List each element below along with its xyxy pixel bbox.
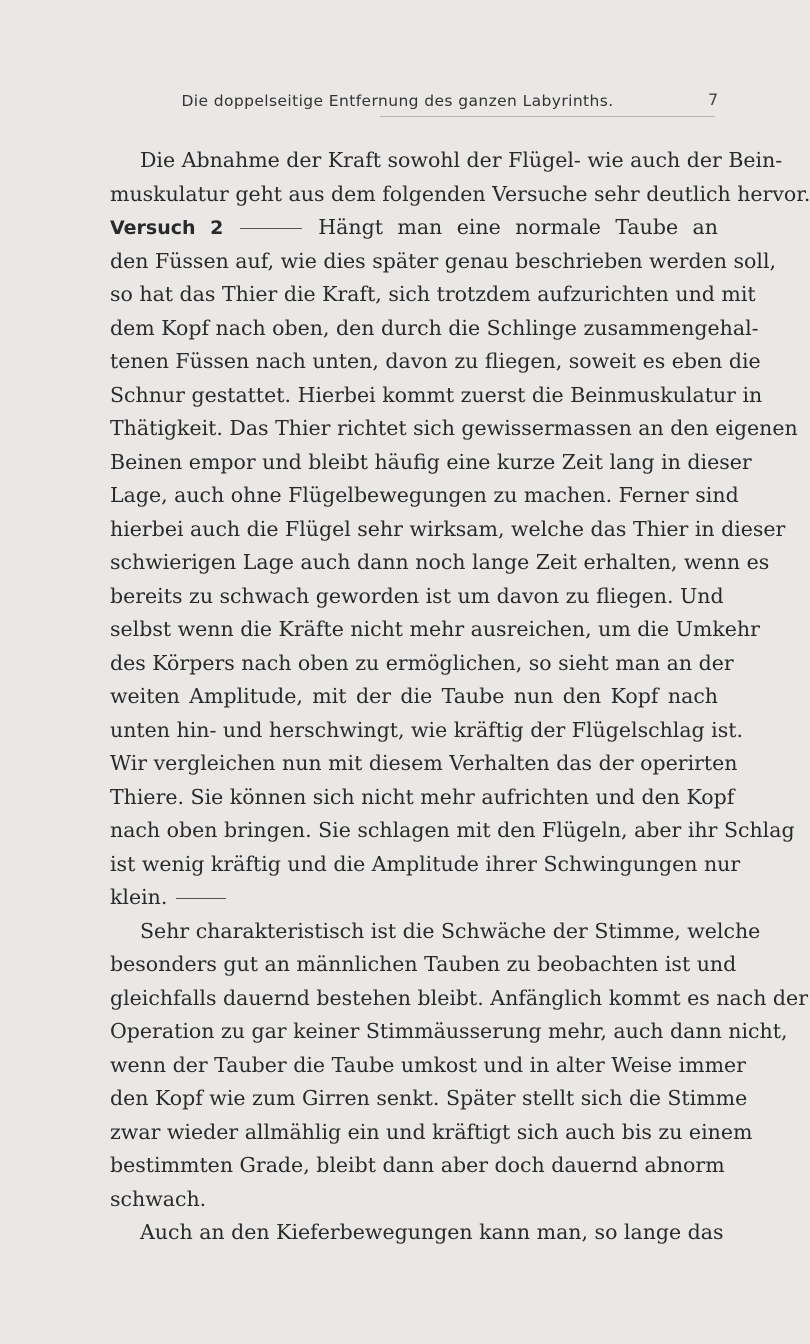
text-line: Operation zu gar keiner Stimmäusserung mehr, auch dann nicht,: [110, 1019, 788, 1043]
text-line: Thiere. Sie können sich nicht mehr aufrichten und den Kopf: [110, 784, 735, 809]
text-line: nach oben bringen. Sie schlagen mit den Flügeln, aber ihr Schlag: [110, 818, 795, 842]
text-line: hierbei auch die Flügel sehr wirksam, welche das Thier in dieser: [110, 516, 786, 541]
text-line: so hat das Thier die Kraft, sich trotzdem aufzurichten und mit: [110, 282, 756, 306]
body-text: [110, 144, 810, 1250]
text-line: Schnur gestattet. Hierbei kommt zuerst die Beinmuskulatur in: [110, 382, 763, 407]
text-line: den Füssen auf, wie dies später genau beschrieben werden soll,: [110, 248, 777, 273]
text-line: bereits zu schwach geworden ist um davon zu fliegen. Und: [110, 583, 724, 608]
text-line: tenen Füssen nach unten, davon zu fliegen, soweit es eben die: [110, 349, 761, 373]
text-line: gleichfalls dauernd bestehen bleibt. Anfänglich kommt es nach der: [110, 985, 808, 1010]
running-title: Die doppelseitige Entfernung des ganzen Labyrinths.: [181, 92, 614, 110]
text-line: weiten Amplitude, mit der die Taube nun den Kopf nach: [110, 684, 718, 708]
em-dash-rule: [240, 228, 302, 229]
em-dash-rule: [176, 898, 226, 899]
text-line: des Körpers nach oben zu ermöglichen, so sieht man an der: [110, 650, 734, 675]
text-line: Lage, auch ohne Flügelbewegungen zu machen. Ferner sind: [110, 483, 739, 507]
text-line: wenn der Tauber die Taube umkost und in alter Weise immer: [110, 1052, 746, 1077]
text-line: den Kopf wie zum Girren senkt. Später stellt sich die Stimme: [110, 1086, 748, 1110]
text-line: bestimmten Grade, bleibt dann aber doch dauernd abnorm: [110, 1153, 725, 1177]
text-line: klein.: [110, 885, 168, 909]
page-number: 7: [708, 90, 719, 109]
text-line: schwierigen Lage auch dann noch lange Zeit erhalten, wenn es: [110, 550, 770, 574]
text-line: Wir vergleichen nun mit diesem Verhalten das der operirten: [110, 751, 738, 775]
paragraph-2: [110, 915, 808, 1217]
text-line: schwach.: [110, 1186, 207, 1211]
text-line: zwar wieder allmählig ein und kräftigt sich auch bis zu einem: [110, 1119, 753, 1144]
experiment-label: Versuch 2: [110, 217, 224, 239]
experiment-paragraph: [110, 211, 798, 915]
text-line: muskulatur geht aus dem folgenden Versuche sehr deutlich hervor.: [110, 181, 810, 206]
text-line: Thätigkeit. Das Thier richtet sich gewissermassen an den eigenen: [110, 416, 798, 440]
text-line: Beinen empor und bleibt häufig eine kurze Zeit lang in dieser: [110, 449, 752, 474]
experiment-last-line: [110, 881, 718, 915]
text-line: dem Kopf nach oben, den durch die Schlinge zusammengehal-: [110, 315, 759, 340]
text-line: Sehr charakteristisch ist die Schwäche der Stimme, welche: [140, 918, 761, 943]
paragraph-1: [110, 144, 810, 211]
text-line: Hängt man eine normale Taube an: [318, 215, 718, 239]
text-line: Auch an den Kieferbewegungen kann man, so lange das: [140, 1220, 724, 1244]
header-rule: [380, 116, 715, 117]
experiment-first-line: [110, 211, 718, 245]
text-line: unten hin- und herschwingt, wie kräftig der Flügelschlag ist.: [110, 717, 744, 742]
text-line: besonders gut an männlichen Tauben zu beobachten ist und: [110, 952, 737, 976]
paragraph-3: [110, 1216, 724, 1250]
text-line: selbst wenn die Kräfte nicht mehr ausreichen, um die Umkehr: [110, 617, 760, 641]
text-line: Die Abnahme der Kraft sowohl der Flügel- wie auch der Bein-: [140, 148, 783, 172]
text-line: ist wenig kräftig und die Amplitude ihrer Schwingungen nur: [110, 851, 741, 876]
